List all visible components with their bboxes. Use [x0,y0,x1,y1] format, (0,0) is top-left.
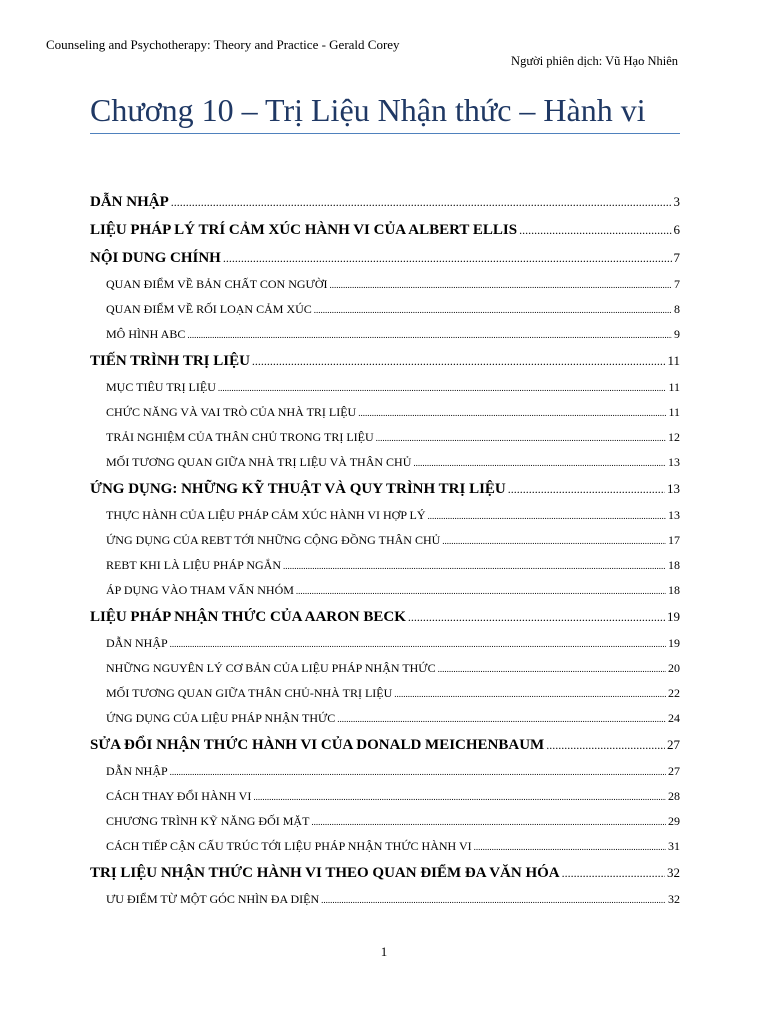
toc-section-link[interactable] [90,347,680,375]
toc-entry-page: 19 [668,636,680,650]
toc-entry-page: 7 [674,277,680,291]
toc-subsection-link[interactable] [90,400,680,425]
toc-dot-leader [170,760,666,785]
toc-section-link[interactable] [90,216,680,244]
toc-dot-leader [428,504,666,529]
toc-entry-title: QUAN ĐIỂM VỀ BẢN CHẤT CON NGƯỜI [106,277,328,291]
toc-subsection-link[interactable] [90,706,680,731]
toc-entry-page: 28 [668,789,680,803]
toc-dot-leader [296,579,666,604]
toc-subsection-link[interactable] [90,425,680,450]
toc-dot-leader [474,835,666,860]
toc-entry-page: 31 [668,839,680,853]
toc-entry-page: 17 [668,533,680,547]
toc-entry-page: 27 [668,764,680,778]
toc-entry-title: TRẢI NGHIỆM CỦA THÂN CHỦ TRONG TRỊ LIỆU [106,430,374,444]
toc-entry-title: ÁP DỤNG VÀO THAM VẤN NHÓM [106,583,294,597]
toc-entry-page: 29 [668,814,680,828]
toc-dot-leader [187,323,672,348]
toc-entry-page: 18 [668,558,680,572]
toc-section-link[interactable] [90,188,680,216]
toc-entry-page: 3 [673,194,680,209]
toc-dot-leader [330,273,672,298]
toc-entry-title: ƯU ĐIỂM TỪ MỘT GÓC NHÌN ĐA DIỆN [106,892,320,906]
toc-dot-leader [223,244,672,272]
toc-entry-title: CHỨC NĂNG VÀ VAI TRÒ CỦA NHÀ TRỊ LIỆU [106,405,357,419]
toc-entry-page: 32 [668,892,680,906]
toc-entry-page: 13 [667,481,680,496]
toc-dot-leader [283,554,666,579]
toc-subsection-link[interactable] [90,297,680,322]
toc-entry-page: 32 [667,865,680,880]
toc-dot-leader [394,682,666,707]
toc-entry-title: LIỆU PHÁP NHẬN THỨC CỦA AARON BECK [90,609,406,625]
running-header-book: Counseling and Psychotherapy: Theory and Practice - Gerald Corey [46,37,400,52]
toc-entry-page: 7 [673,250,680,265]
toc-subsection-link[interactable] [90,681,680,706]
toc-dot-leader [171,188,672,216]
toc-dot-leader [562,859,665,887]
toc-entry-page: 18 [668,583,680,597]
toc-subsection-link[interactable] [90,578,680,603]
toc-entry-page: 9 [674,327,680,341]
toc-entry-title: CHƯƠNG TRÌNH KỸ NĂNG ĐỐI MẶT [106,814,310,828]
toc-entry-title: CÁCH TIẾP CẬN CẤU TRÚC TỚI LIỆU PHÁP NHẬN THỨC HÀNH VI [106,839,472,853]
toc-entry-title: MỤC TIÊU TRỊ LIỆU [106,380,216,394]
toc-entry-title: DẪN NHẬP [90,194,169,210]
toc-entry-title: TIẾN TRÌNH TRỊ LIỆU [90,353,250,369]
toc-entry-page: 12 [668,430,680,444]
toc-dot-leader [508,475,665,503]
toc-subsection-link[interactable] [90,834,680,859]
toc-dot-leader [218,376,667,401]
toc-entry-title: MỐI TƯƠNG QUAN GIỮA NHÀ TRỊ LIỆU VÀ THÂN CHỦ [106,455,412,469]
page-number: 1 [380,944,388,959]
toc-dot-leader [311,810,666,835]
toc-entry-page: 13 [668,455,680,469]
toc-dot-leader [413,451,666,476]
toc-entry-page: 20 [668,661,680,675]
toc-dot-leader [546,731,665,759]
toc-entry-title: MỐI TƯƠNG QUAN GIỮA THÂN CHỦ-NHÀ TRỊ LIỆU [106,686,393,700]
table-of-contents [90,188,680,912]
toc-entry-title: THỰC HÀNH CỦA LIỆU PHÁP CẢM XÚC HÀNH VI HỢP LÝ [106,508,426,522]
toc-subsection-link[interactable] [90,375,680,400]
toc-subsection-link[interactable] [90,887,680,912]
toc-section-link[interactable] [90,859,680,887]
toc-entry-title: TRỊ LIỆU NHẬN THỨC HÀNH VI THEO QUAN ĐIỂM ĐA VĂN HÓA [90,865,560,881]
toc-section-link[interactable] [90,731,680,759]
toc-dot-leader [358,401,666,426]
toc-dot-leader [170,632,666,657]
toc-entry-page: 24 [668,711,680,725]
toc-dot-leader [252,347,666,375]
toc-subsection-link[interactable] [90,759,680,784]
toc-subsection-link[interactable] [90,322,680,347]
toc-entry-title: ỨNG DỤNG CỦA REBT TỚI NHỮNG CỘNG ĐỒNG THÂN CHỦ [106,533,441,547]
toc-entry-page: 22 [668,686,680,700]
running-header-translator: Người phiên dịch: Vũ Hạo Nhiên [511,54,678,68]
toc-entry-page: 6 [673,222,680,237]
toc-subsection-link[interactable] [90,503,680,528]
toc-dot-leader [408,603,665,631]
toc-subsection-link[interactable] [90,809,680,834]
toc-entry-page: 27 [667,737,680,752]
toc-dot-leader [314,298,672,323]
toc-entry-title: QUAN ĐIỂM VỀ RỐI LOẠN CẢM XÚC [106,302,312,316]
toc-subsection-link[interactable] [90,528,680,553]
toc-dot-leader [519,216,671,244]
toc-entry-title: DẪN NHẬP [106,636,168,650]
toc-dot-leader [376,426,666,451]
toc-entry-title: DẪN NHẬP [106,764,168,778]
toc-entry-title: CÁCH THAY ĐỔI HÀNH VI [106,789,252,803]
toc-entry-title: NỘI DUNG CHÍNH [90,250,221,266]
toc-dot-leader [253,785,666,810]
toc-entry-title: MÔ HÌNH ABC [106,327,186,341]
toc-entry-title: REBT KHI LÀ LIỆU PHÁP NGẮN [106,558,281,572]
toc-entry-page: 11 [668,405,680,419]
toc-entry-page: 11 [668,380,680,394]
toc-entry-title: ỨNG DỤNG: NHỮNG KỸ THUẬT VÀ QUY TRÌNH TRỊ LIỆU [90,481,506,497]
toc-subsection-link[interactable] [90,553,680,578]
toc-subsection-link[interactable] [90,272,680,297]
toc-subsection-link[interactable] [90,450,680,475]
toc-subsection-link[interactable] [90,656,680,681]
chapter-title: Chương 10 – Trị Liệu Nhận thức – Hành vi [90,92,680,134]
toc-entry-page: 19 [667,609,680,624]
toc-dot-leader [337,707,666,732]
toc-section-link[interactable] [90,244,680,272]
toc-entry-title: ỨNG DỤNG CỦA LIỆU PHÁP NHẬN THỨC [106,711,336,725]
toc-section-link[interactable] [90,603,680,631]
toc-entry-title: SỬA ĐỔI NHẬN THỨC HÀNH VI CỦA DONALD MEICHENBAUM [90,737,545,753]
toc-section-link[interactable] [90,475,680,503]
toc-entry-page: 11 [667,353,680,368]
toc-dot-leader [442,529,666,554]
toc-subsection-link[interactable] [90,631,680,656]
toc-dot-leader [321,888,666,913]
toc-entry-title: NHỮNG NGUYÊN LÝ CƠ BẢN CỦA LIỆU PHÁP NHẬN THỨC [106,661,436,675]
toc-entry-title: LIỆU PHÁP LÝ TRÍ CẢM XÚC HÀNH VI CỦA ALBERT ELLIS [90,222,518,238]
toc-entry-page: 13 [668,508,680,522]
toc-dot-leader [438,657,666,682]
toc-subsection-link[interactable] [90,784,680,809]
toc-entry-page: 8 [674,302,680,316]
